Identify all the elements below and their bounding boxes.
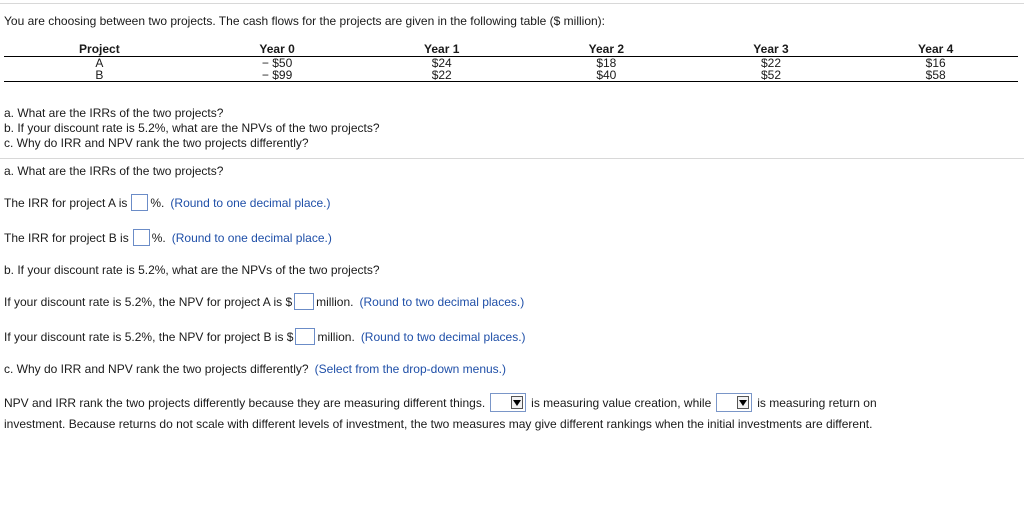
npv-a-label: If your discount rate is 5.2%, the NPV for project A is $ xyxy=(4,294,293,309)
table-cell: − $50 xyxy=(261,56,293,70)
table-cell: $58 xyxy=(853,69,1018,82)
table-cell: − $99 xyxy=(195,69,360,82)
dropdown-hint: (Select from the drop-down menus.) xyxy=(314,362,507,376)
table-cell: $16 xyxy=(925,56,946,70)
question-b: b. If your discount rate is 5.2%, what are the NPVs of the two projects? xyxy=(4,121,380,135)
col-header-year4: Year 4 xyxy=(853,42,1018,57)
question-a: a. What are the IRRs of the two projects? xyxy=(4,106,224,120)
table-row xyxy=(4,69,1018,82)
part-c-heading-line xyxy=(4,362,506,376)
problem-intro: You are choosing between two projects. The cash flows for the projects are given in the following table ($ million): xyxy=(4,14,605,28)
table-cell: $22 xyxy=(760,56,781,70)
part-c-text-4: investment. Because returns do not scale with different levels of investment, the two measures may give different rankings when the initial investments are different. xyxy=(4,417,873,431)
percent-suffix: %. xyxy=(150,195,165,210)
irr-b-label: The IRR for project B is xyxy=(4,230,129,245)
irr-b-line xyxy=(4,229,332,246)
part-c-heading: c. Why do IRR and NPV rank the two projects differently? xyxy=(4,362,309,376)
million-suffix: million. xyxy=(317,329,355,344)
section-divider xyxy=(0,158,1024,159)
cash-flow-table xyxy=(4,42,1018,82)
table-cell: $52 xyxy=(689,69,854,82)
part-c-text-2: is measuring value creation, while xyxy=(531,395,712,410)
dropdown-arrow-icon xyxy=(737,396,749,409)
part-c-text-3: is measuring return on xyxy=(757,395,877,410)
table-cell: $24 xyxy=(431,56,452,70)
table-cell: $40 xyxy=(524,69,689,82)
irr-a-label: The IRR for project A is xyxy=(4,195,128,210)
col-header-year1: Year 1 xyxy=(359,42,524,57)
npv-b-input[interactable] xyxy=(295,328,315,345)
rounding-hint: (Round to one decimal place.) xyxy=(171,230,332,245)
table-row xyxy=(4,57,1018,70)
table-header-row xyxy=(4,42,1018,57)
part-c-sentence xyxy=(4,393,877,412)
million-suffix: million. xyxy=(316,294,354,309)
table-cell: A xyxy=(95,56,104,70)
table-cell: $18 xyxy=(596,56,617,70)
col-header-year3: Year 3 xyxy=(689,42,854,57)
col-header-year2: Year 2 xyxy=(524,42,689,57)
part-c-text-1: NPV and IRR rank the two projects differently because they are measuring different things. xyxy=(4,395,486,410)
table-cell: $22 xyxy=(359,69,524,82)
top-divider xyxy=(0,3,1024,4)
irr-b-input[interactable] xyxy=(133,229,150,246)
percent-suffix: %. xyxy=(151,230,166,245)
npv-a-line xyxy=(4,293,524,310)
part-a-heading: a. What are the IRRs of the two projects? xyxy=(4,164,224,178)
question-c: c. Why do IRR and NPV rank the two projects differently? xyxy=(4,136,309,150)
col-header-project: Project xyxy=(4,42,195,57)
table-cell: B xyxy=(4,69,195,82)
rounding-hint: (Round to one decimal place.) xyxy=(170,195,331,210)
npv-b-label: If your discount rate is 5.2%, the NPV for project B is $ xyxy=(4,329,294,344)
irr-a-line xyxy=(4,194,331,211)
dropdown-arrow-icon xyxy=(511,396,523,409)
npv-b-line xyxy=(4,328,526,345)
measure-dropdown-1[interactable] xyxy=(490,393,526,412)
rounding-hint: (Round to two decimal places.) xyxy=(360,329,526,344)
npv-a-input[interactable] xyxy=(294,293,314,310)
rounding-hint: (Round to two decimal places.) xyxy=(359,294,525,309)
col-header-year0: Year 0 xyxy=(195,42,360,57)
measure-dropdown-2[interactable] xyxy=(716,393,752,412)
part-b-heading: b. If your discount rate is 5.2%, what are the NPVs of the two projects? xyxy=(4,263,380,277)
irr-a-input[interactable] xyxy=(131,194,148,211)
